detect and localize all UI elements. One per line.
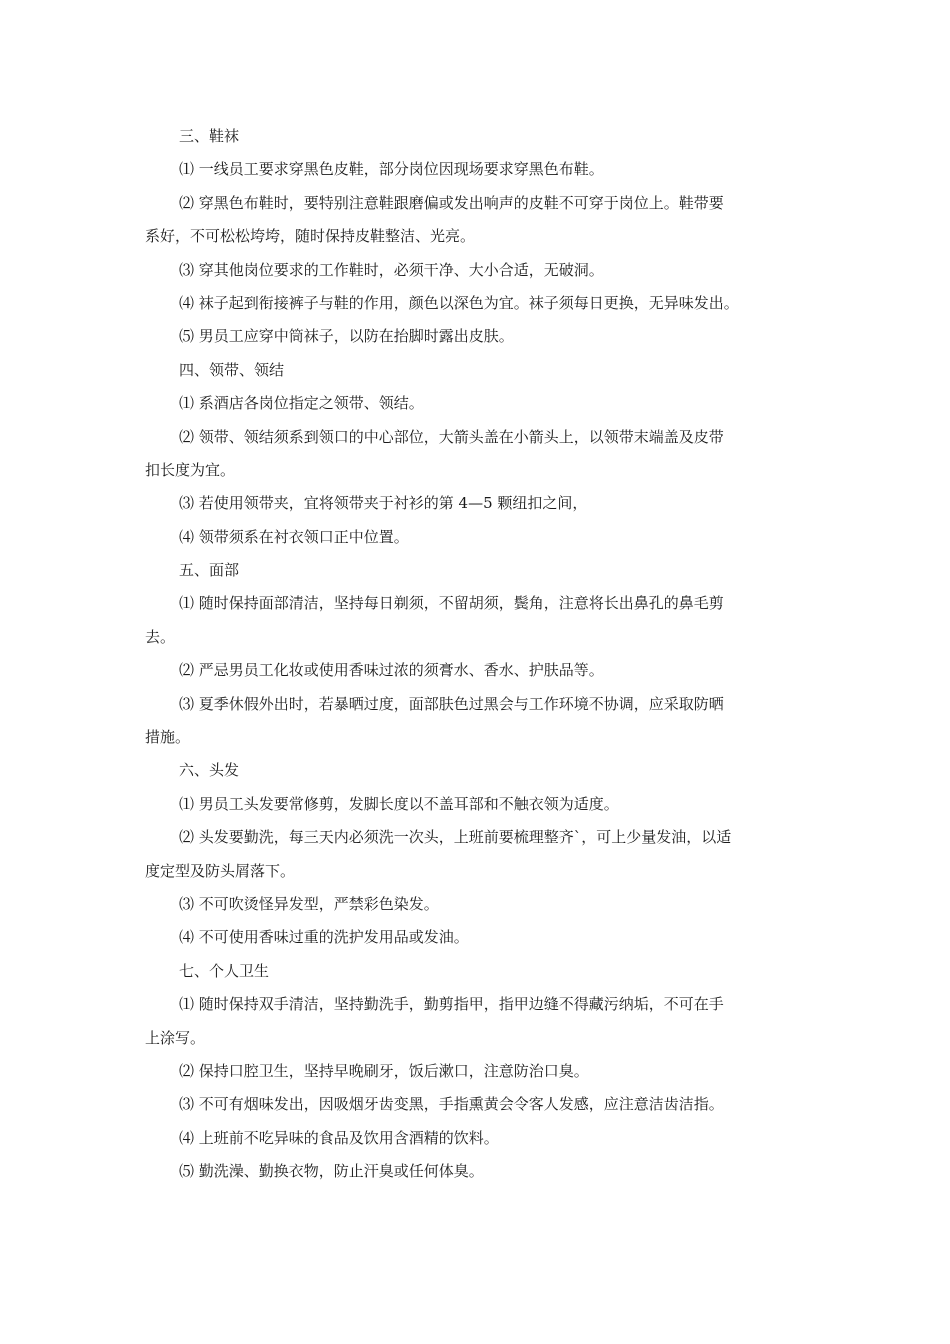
list-item: ⑵ 严忌男员工化妆或使用香味过浓的须膏水、香水、护肤品等。 [179,661,604,680]
list-item: ⑷ 上班前不吃异味的食品及饮用含酒精的饮料。 [179,1128,499,1147]
list-item: ⑶ 夏季休假外出时，若暴晒过度，面部肤色过黑会与工作环境不协调，应采取防晒 [179,694,724,713]
list-item: ⑸ 男员工应穿中筒袜子，以防在抬脚时露出皮肤。 [179,327,514,346]
list-item-continuation: 去。 [145,627,176,646]
list-item-continuation: 系好，不可松松垮垮，随时保持皮鞋整洁、光亮。 [145,227,476,246]
list-item: ⑶ 不可有烟味发出，因吸烟牙齿变黑，手指熏黄会令客人发感，应注意洁齿洁指。 [179,1095,724,1114]
list-item: ⑵ 头发要勤洗，每三天内必须洗一次头，上班前要梳理整齐`，可上少量发油，以适 [179,828,732,847]
list-item-continuation: 措施。 [145,728,191,747]
list-item-continuation: 度定型及防头屑落下。 [145,861,296,880]
section-heading: 三、鞋袜 [179,127,240,145]
list-item: ⑷ 不可使用香味过重的洗护发用品或发油。 [179,928,469,947]
list-item: ⑵ 保持口腔卫生，坚持早晚刷牙，饭后漱口，注意防治口臭。 [179,1061,589,1080]
list-item: ⑷ 领带须系在衬衣领口正中位置。 [179,527,409,546]
section-heading: 六、头发 [179,761,240,780]
list-item: ⑶ 穿其他岗位要求的工作鞋时，必须干净、大小合适，无破洞。 [179,260,604,279]
list-item: ⑴ 一线员工要求穿黑色皮鞋，部分岗位因现场要求穿黑色布鞋。 [179,160,604,179]
list-item: ⑷ 袜子起到衔接裤子与鞋的作用，颜色以深色为宜。袜子须每日更换，无异味发出。 [179,293,739,312]
section-heading: 五、面部 [179,561,240,580]
list-item-continuation: 扣长度为宜。 [145,460,236,479]
section-heading: 七、个人卫生 [179,961,270,980]
list-item-continuation: 上涂写。 [145,1028,206,1047]
list-item: ⑶ 不可吹烫怪异发型，严禁彩色染发。 [179,894,439,913]
section-heading: 四、领带、领结 [179,360,285,379]
document-body [145,120,810,1189]
list-item: ⑴ 随时保持双手清洁，坚持勤洗手，勤剪指甲，指甲边缝不得藏污纳垢，不可在手 [179,995,724,1014]
list-item: ⑵ 领带、领结须系到领口的中心部位，大箭头盖在小箭头上，以领带末端盖及皮带 [179,427,724,446]
list-item: ⑶ 若使用领带夹，宜将领带夹于衬衫的第 4—5 颗纽扣之间， [179,494,588,513]
list-item: ⑴ 男员工头发要常修剪，发脚长度以不盖耳部和不触衣领为适度。 [179,794,619,813]
list-item: ⑴ 系酒店各岗位指定之领带、领结。 [179,394,424,413]
list-item: ⑸ 勤洗澡、勤换衣物，防止汗臭或任何体臭。 [179,1162,484,1181]
list-item: ⑵ 穿黑色布鞋时，要特别注意鞋跟磨偏或发出响声的皮鞋不可穿于岗位上。鞋带要 [179,193,724,212]
list-item: ⑴ 随时保持面部清洁，坚持每日剃须，不留胡须，鬓角，注意将长出鼻孔的鼻毛剪 [179,594,724,613]
